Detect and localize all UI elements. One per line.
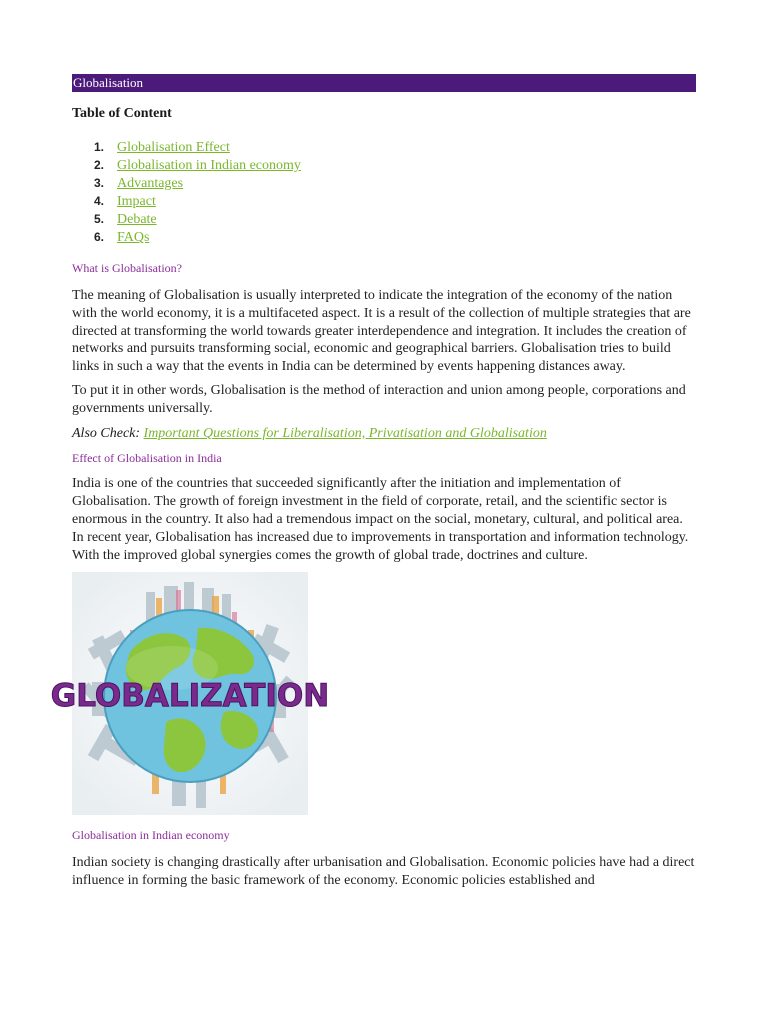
section-heading-effect: Effect of Globalisation in India <box>72 451 222 466</box>
toc-number: 5. <box>94 212 105 226</box>
image-title-text: GLOBALIZATION <box>50 678 330 715</box>
toc-item <box>94 138 696 156</box>
toc-number: 1. <box>94 140 105 154</box>
toc-link-indian-economy[interactable]: Globalisation in Indian economy <box>117 158 301 173</box>
page-title: Globalisation <box>72 74 696 92</box>
toc-item <box>94 192 696 210</box>
toc-item <box>94 210 696 228</box>
globalization-illustration <box>50 572 330 815</box>
toc-number: 6. <box>94 230 105 244</box>
document-page <box>50 74 696 890</box>
toc-link-impact[interactable]: Impact <box>117 194 156 209</box>
toc-number: 3. <box>94 176 105 190</box>
toc-link-faqs[interactable]: FAQs <box>117 230 150 245</box>
toc-link-globalisation-effect[interactable]: Globalisation Effect <box>117 140 230 155</box>
toc-link-advantages[interactable]: Advantages <box>117 176 184 191</box>
toc-number: 2. <box>94 158 105 172</box>
paragraph-effect: India is one of the countries that succeeded significantly after the initiation and implementation of Globalisation. The growth of foreign investment in the field of corporate, retail, and the scientific sector is enormous in the country. It also had a tremendous impact on the social, monetary, cultural, and political area. In recent year, Globalisation has increased due to improvements in transportation and information technology. With the improved global synergies comes the growth of global trade, doctrines and culture. <box>72 476 689 563</box>
section-heading-indian-economy: Globalisation in Indian economy <box>72 828 230 843</box>
toc-item <box>94 228 696 246</box>
toc-number: 4. <box>94 194 105 208</box>
toc-link-debate[interactable]: Debate <box>117 212 157 227</box>
also-check-link[interactable]: Important Questions for Liberalisation, Privatisation and Globalisation <box>143 425 547 441</box>
paragraph-indian-society: Indian society is changing drastically after urbanisation and Globalisation. Economic policies have had a direct influence in forming the basic framework of the economy. Economic policies established and <box>72 855 695 889</box>
section-heading-what-is: What is Globalisation? <box>72 261 182 275</box>
toc-heading: Table of Content <box>72 106 172 121</box>
toc-item <box>94 174 696 192</box>
paragraph-other-words: To put it in other words, Globalisation is the method of interaction and union among people, corporations and governments universally. <box>72 382 686 416</box>
also-check <box>72 425 696 443</box>
paragraph-meaning: The meaning of Globalisation is usually interpreted to indicate the integration of the economy of the nation with the world economy, it is a multifaceted aspect. It is a result of the collection of multiple strategies that are directed at transforming the world towards greater interdependence and integration. It includes the creation of networks and pursuits transforming social, economic and geographical barriers. Globalisation tries to build links in such a way that the events in India can be determined by events happening distances away. <box>72 288 691 375</box>
toc-item <box>94 156 696 174</box>
also-check-label: Also Check: <box>72 425 144 441</box>
globalization-image <box>50 572 330 815</box>
table-of-contents <box>72 138 696 246</box>
